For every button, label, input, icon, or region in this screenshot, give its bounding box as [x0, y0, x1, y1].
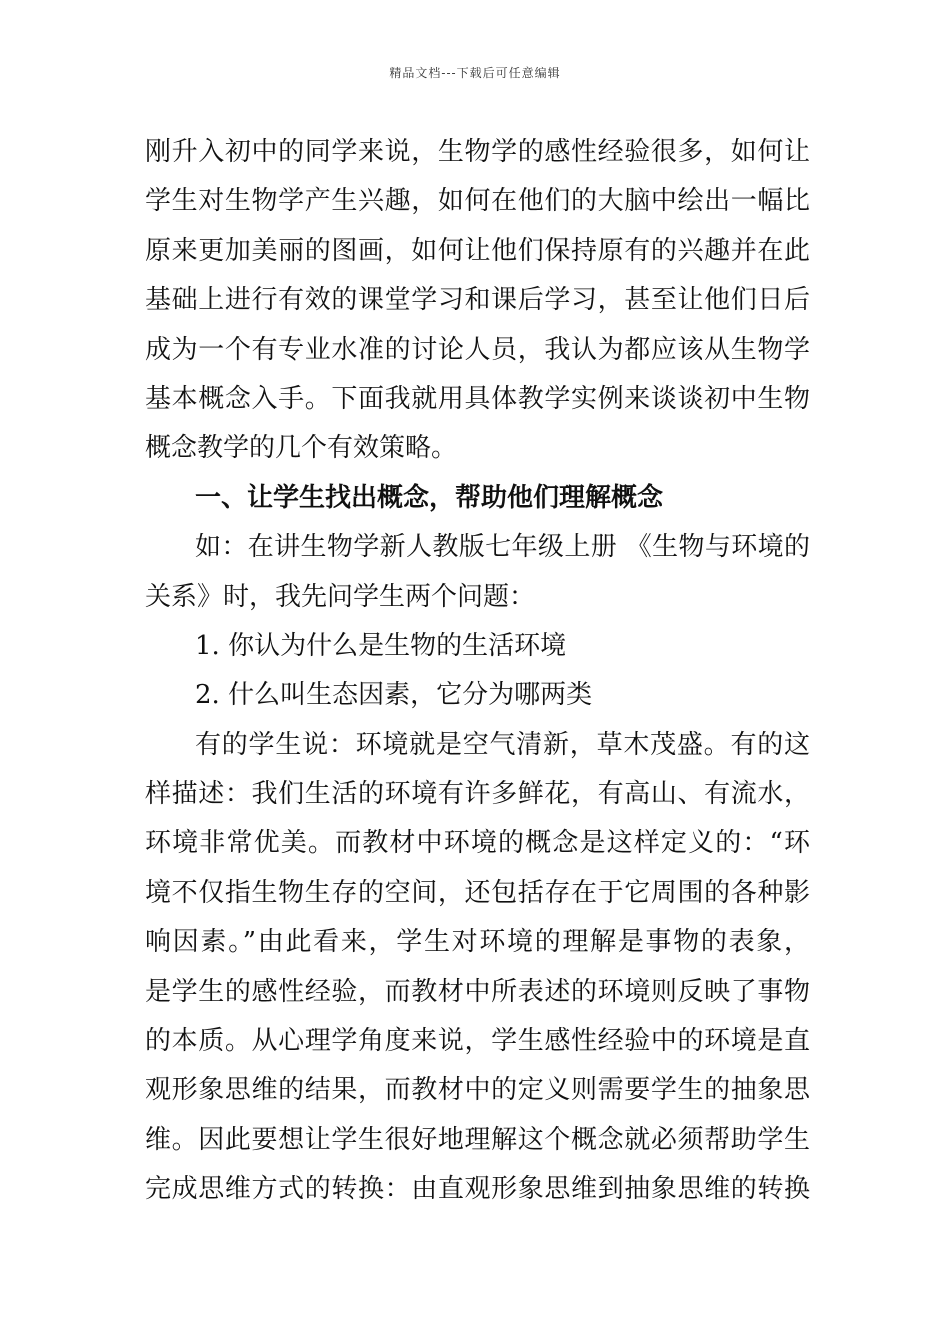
- question-item: 2. 什么叫生态因素，它分为哪两类: [195, 680, 593, 711]
- body-line: 有的学生说：环境就是空气清新，草木茂盛。有的这: [195, 729, 810, 760]
- body-line: 如：在讲生物学新人教版七年级上册 《生物与环境的: [195, 532, 810, 563]
- document-body: [145, 128, 810, 1215]
- body-line: 维。因此要想让学生很好地理解这个概念就必须帮助学生: [145, 1124, 810, 1155]
- section-heading: 一、让学生找出概念，帮助他们理解概念: [195, 482, 664, 513]
- body-line: 概念教学的几个有效策略。: [145, 433, 458, 464]
- body-line: 基本概念入手。下面我就用具体教学实例来谈谈初中生物: [145, 383, 810, 414]
- page-header: 精品文档---下载后可任意编辑: [389, 66, 561, 80]
- body-line: 环境非常优美。而教材中环境的概念是这样定义的：“环: [145, 828, 810, 859]
- body-line: 刚升入初中的同学来说，生物学的感性经验很多，如何让: [145, 137, 810, 167]
- body-line: 成为一个有专业水准的讨论人员，我认为都应该从生物学: [145, 334, 810, 365]
- body-line: 原来更加美丽的图画，如何让他们保持原有的兴趣并在此: [145, 235, 810, 266]
- body-line: 学生对生物学产生兴趣，如何在他们的大脑中绘出一幅比: [145, 186, 810, 217]
- body-line: 是学生的感性经验，而教材中所表述的环境则反映了事物: [145, 976, 810, 1007]
- body-line: 样描述：我们生活的环境有许多鲜花，有高山、有流水，: [145, 779, 810, 810]
- body-line: 观形象思维的结果，而教材中的定义则需要学生的抽象思: [145, 1075, 810, 1106]
- question-item: 1. 你认为什么是生物的生活环境: [195, 630, 567, 661]
- body-line: 境不仅指生物生存的空间，还包括存在于它周围的各种影: [145, 877, 810, 908]
- body-line: 的本质。从心理学角度来说，学生感性经验中的环境是直: [145, 1026, 810, 1057]
- body-line: 响因素。”由此看来，学生对环境的理解是事物的表象，: [145, 927, 810, 958]
- body-line: 基础上进行有效的课堂学习和课后学习，甚至让他们日后: [145, 285, 810, 316]
- body-line: 完成思维方式的转换：由直观形象思维到抽象思维的转换: [145, 1174, 810, 1205]
- body-line: 关系》时，我先问学生两个问题：: [145, 581, 536, 612]
